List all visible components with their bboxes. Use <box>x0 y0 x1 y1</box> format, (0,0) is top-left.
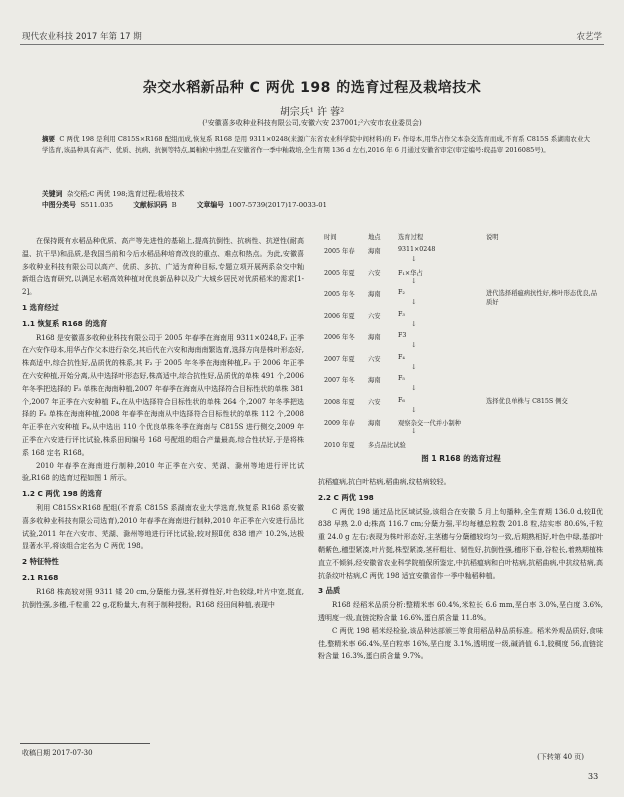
clc-value: S511.035 <box>80 201 114 209</box>
figure-cell: 2005 年冬 <box>324 291 355 298</box>
flow-arrow-icon: ↓ <box>411 298 417 306</box>
doc-code-value: B <box>171 201 177 209</box>
abstract-label: 摘要 <box>42 135 56 143</box>
figure-cell: 六安 <box>368 312 381 320</box>
figure-cell: 2005 年春 <box>324 248 355 255</box>
figure-header-cell: 地点 <box>368 234 381 241</box>
right-col-heading: 2.2 C 两优 198 <box>318 492 374 502</box>
article-authors: 胡宗兵¹ 许 蓉² <box>279 107 345 118</box>
flow-arrow-icon: ↓ <box>411 341 417 349</box>
figure-cell: 选择优良单株与 C815S 侧交 <box>486 397 568 405</box>
abstract <box>42 134 590 155</box>
figure-cell: 9311×0248 <box>398 246 436 253</box>
figure-cell: 2009 年春 <box>324 420 355 427</box>
flow-arrow-icon: ↓ <box>411 362 417 371</box>
left-col-heading: 1.2 C 两优 198 的选育 <box>22 489 103 499</box>
flow-arrow-icon: ↓ <box>411 384 417 392</box>
continued-note: (下转第 40 页) <box>537 753 584 761</box>
running-header-journal: 现代农业科技 2017 年第 17 期 <box>22 32 142 42</box>
figure-caption: 图 1 R168 的选育过程 <box>421 454 501 463</box>
figure-cell: 海南 <box>368 334 381 341</box>
left-col-heading: 2 特征特性 <box>22 557 59 567</box>
figure-cell: F₆ <box>398 396 405 404</box>
figure-cell: 2006 年夏 <box>324 312 355 320</box>
left-col-heading: 2.1 R168 <box>22 572 59 582</box>
left-col-paragraph: 2010 年春季在海南进行制种,2010 年正季在六安、芜湖、滁州等地进行评比试验,R168 的选育过程如图 1 所示。 <box>22 461 304 483</box>
figure-cell: F3 <box>398 332 407 339</box>
author-affiliation: (¹安徽喜多收种业科技有限公司,安徽六安 237001;²六安市农业委员会) <box>202 119 422 127</box>
doc-code-label: 文献标识码 <box>133 201 168 209</box>
figure-cell: F₄ <box>398 353 405 361</box>
figure-cell: 海南 <box>368 420 381 427</box>
figure-1 <box>316 230 606 465</box>
figure-cell: 观察杂交一代并小制种 <box>398 420 461 427</box>
flow-arrow-icon: ↓ <box>411 276 417 285</box>
header-rule <box>20 44 604 45</box>
received-date: 收稿日期 2017-07-30 <box>22 749 93 757</box>
left-col-heading: 1.1 恢复系 R168 的选育 <box>22 318 108 328</box>
left-col-paragraph: R168 是安徽喜多收种业科技有限公司于 2005 年春季在海南用 9311×0248,F₁ 正季在六安作母本,用华占作父本进行杂交,其后代在六安和海南南繁选育,选择方向是株叶形态好,株高适中,综合抗性好,品质优的株系,其 F₂ 于 2005 年冬季在海南种植,F₃ 于 2006 年正季在六安种植,开始分离,从中选择叶形态好,株高适中,综合抗性好,品质优的单株 491 个,2006 年冬季把选择的 F₃ 单株在海南种植,2007 年春季在海南从中选择符合目标性状的单株 381 个,2007 年正季在六安种植 F₄,在从中选择符合目标性状的单株 264 个,2007 年冬季把选择的 F₅ 单株在海南种植,2008 年春季在海南从中选择符合目标性状的单株 112 个,2008 年正季在六安种植 F₆,从中选出 110 个优良单株冬季在海南与 C815S 进行侧交,2009 年正季在六安进行评比试验,株系田间编号 168 号配组的组合产量最高,综合性状好,于是将株系 168 定名 R168。 <box>22 333 304 457</box>
figure-cell: F₂ <box>398 289 405 296</box>
figure-cell: 海南 <box>368 248 381 255</box>
keywords-label: 关键词 <box>42 190 63 198</box>
abstract-text: C 两优 198 是利用 C815S×R168 配组而成,恢复系 R168 是用 9311×0248(来源广东省农业科学院中间材料)的 F₁ 作母本,用华占作父本杂交选育而成,不育系 C815S 系湖南农业大学选育,该品种具有高产、优质、抗病、抗倒等特点,属籼粒中熟型,在安徽省作一季中籼栽培,全生育期 136 d 左右,2016 年 6 月通过安徽省审定(审定编号:皖品审 2016085号)。 <box>42 135 590 154</box>
right-col-heading: 3 品质 <box>318 586 341 596</box>
figure-cell: F₅ <box>398 375 405 382</box>
right-column <box>318 476 603 663</box>
figure-cell: 进代选择稻瘟病抗性好,株叶形态优良,品质好 <box>486 290 598 306</box>
figure-cell: 2006 年冬 <box>324 334 355 341</box>
article-no-label: 文章编号 <box>196 201 224 209</box>
left-col-paragraph: 在保持既有水稻品种优质、高产等先进性的基础上,提高抗倒性、抗病性、抗逆性(耐高温、抗干旱)和品质,是我国当前和今后水稻品种培育改良的重点、难点和热点。为此,安徽喜多收种业科技有限公司以高产、优质、多抗、广适为育种目标,专题立项开展两系杂交中籼新组合选育研究,以满足水稻高效种植对优良新品种以及广大城乡居民对优质稻米的需求[1-2]。 <box>22 237 304 297</box>
figure-cell: 多点品比试验 <box>368 441 406 449</box>
footnote-rule <box>20 743 150 744</box>
figure-cell: 2005 年夏 <box>324 269 355 277</box>
figure-cell: 2007 年冬 <box>324 377 355 384</box>
figure-header-cell: 时间 <box>324 234 337 241</box>
figure-cell: 六安 <box>368 269 381 277</box>
right-col-paragraph: C 两优 198 稻米经检验,该品种达部颁三等食用稻品种品质标准。稻米外观品质好,食味佳,整精米率 66.4%,垩白粒率 16%,垩白度 3.1%,透明度一级,碱消值 6.1,胶稠度 56,直链淀粉含量 16.3%,蛋白质含量 9.7%。 <box>318 626 603 661</box>
flow-arrow-icon: ↓ <box>411 319 417 328</box>
flow-arrow-icon: ↓ <box>411 427 417 435</box>
right-col-paragraph: 抗稻瘟病,抗白叶枯病,稻曲病,纹枯病较轻。 <box>318 478 451 486</box>
figure-cell: 2010 年夏 <box>324 441 355 449</box>
right-col-paragraph: R168 经稻米品质分析:整精米率 60.4%,米粒长 6.6 mm,垩白率 3.0%,垩白度 3.6%,透明度一级,直链淀粉含量 16.6%,蛋白质含量 11.8%。 <box>318 601 603 622</box>
figure-cell: 六安 <box>368 398 381 406</box>
figure-header-cell: 说明 <box>486 234 499 241</box>
page-number: 33 <box>588 772 599 781</box>
figure-cell: 2007 年夏 <box>324 355 355 363</box>
flow-arrow-icon: ↓ <box>411 255 417 263</box>
figure-cell: F₃ <box>398 310 405 318</box>
article-title: 杂交水稻新品种 C 两优 198 的选育过程及栽培技术 <box>142 80 482 96</box>
right-col-paragraph: C 两优 198 通过品比区域试验,该组合在安徽 5 月上旬播种,全生育期 136.0 d,较Ⅱ优 838 早熟 2.0 d;株高 116.7 cm;分蘖力强,平均每穗总粒数 201.8 粒,结实率 80.6%,千粒重 24.0 g 左右;表现为株叶形态好,主茎穗与分蘖穗较均匀一致,后期熟相好,叶色中绿,基部叶鞘紫色,穗型紧凑,叶片挺,株型紧凑,茎秆粗壮、韧性好,抗倒性强,穗形下垂,谷粒长,着熟期植株直立不倾斜,经安徽省农业科学院植保所鉴定,中抗稻瘟病和白叶枯病,抗稻曲病,中抗纹枯病,高抗条纹叶枯病,C 两优 198 适宜安徽省作一季中籼稻种植。 <box>318 507 603 580</box>
running-header-section: 农艺学 <box>576 32 602 42</box>
clc-label: 中图分类号 <box>42 201 76 209</box>
left-col-paragraph: 利用 C815S×R168 配组(不育系 C815S 系湖南农业大学选育,恢复系 R168 系安徽喜多收种业科技有限公司选育),2010 年春季在海南进行制种,2010 年正季在六安进行品比试验,2011 年在六安市、芜湖、滁州等地进行评比试验,较对照Ⅱ优 838 增产 10.2%,达极显著水平,将该组合定名为 C 两优 198。 <box>22 503 304 551</box>
keywords-text: 杂交稻;C 两优 198;选育过程;栽培技术 <box>66 190 185 198</box>
left-column <box>22 235 304 611</box>
left-col-heading: 1 选育经过 <box>22 302 59 312</box>
left-col-paragraph: R168 株高较对照 9311 矮 20 cm,分蘖能力强,茎秆弹性好,叶色较绿,叶片中宽,挺直,抗倒性强,多穗,千粒重 22 g,花粉量大,有利于制种授粉。R168 经田间种植,表现中 <box>22 587 304 609</box>
figure-cell: 2008 年夏 <box>324 398 355 406</box>
figure-cell: 海南 <box>368 291 381 298</box>
keywords-line <box>42 189 590 199</box>
classification-line <box>42 200 590 210</box>
article-no-value: 1007-5739(2017)17-0033-01 <box>228 201 327 209</box>
figure-cell: 海南 <box>368 377 381 384</box>
figure-cell: 六安 <box>368 355 381 363</box>
figure-header-cell: 选育过程 <box>398 234 424 241</box>
figure-cell: F₁×华占 <box>398 269 423 277</box>
flow-arrow-icon: ↓ <box>411 405 417 414</box>
